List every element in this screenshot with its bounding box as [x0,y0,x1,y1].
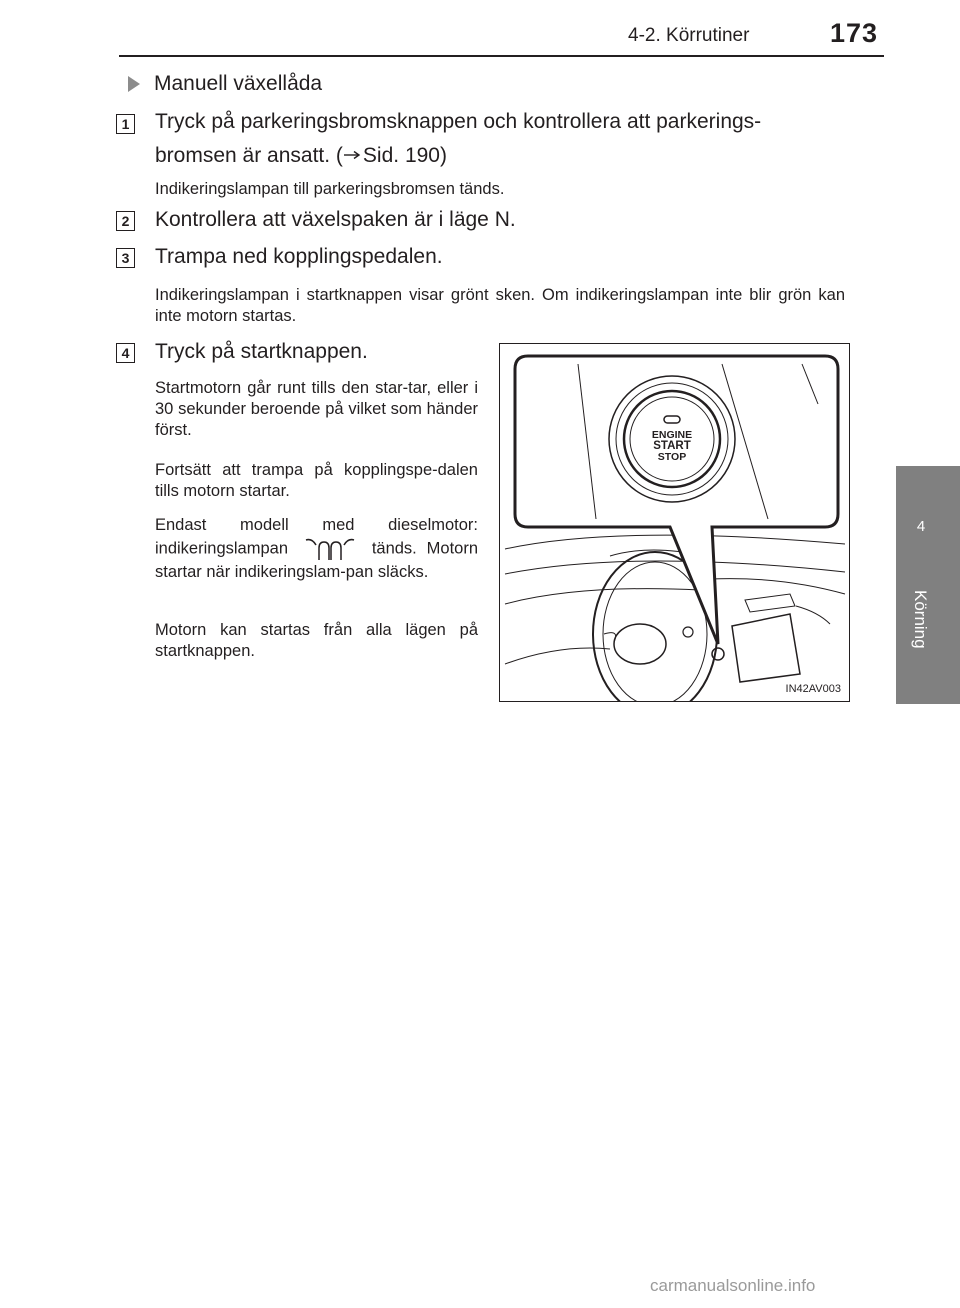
header-section-title: 4-2. Körrutiner [628,25,750,46]
chapter-tab-label [895,590,945,670]
dashboard-drawing [500,344,850,702]
step-4-note-3 [155,515,478,583]
watermark: carmanualsonline.info [650,1276,816,1295]
step-2-text: Kontrollera att växelspaken är i läge N. [155,208,516,231]
step-4-note-4: Motorn kan startas från alla lägen på startknappen. [155,621,478,660]
button-label-engine: ENGINE [651,429,693,441]
step-3-text: Trampa ned kopplingspedalen. [155,245,443,268]
step-1-line-2 [155,139,845,173]
step-number-1: 1 [116,114,135,134]
step-1-text [155,105,845,173]
page-number: 173 [830,18,879,48]
step-number-3: 3 [116,248,135,268]
step-number-2: 2 [116,211,135,231]
button-label-start: START [653,440,691,452]
section-heading-text: Manuell växellåda [154,72,323,95]
page-reference-link[interactable]: Sid. 190) [362,144,447,167]
step-3-note: Indikeringslampan i startknappen visar grönt sken. Om indikeringslampan inte blir grön kan inte motorn startas. [155,286,845,325]
engine-start-button-label [647,430,697,463]
glow-plug-indicator-icon [302,536,358,562]
reference-arrow-icon [343,150,361,160]
step-1-note: Indikeringslampan till parkeringsbromsen tänds. [155,180,505,198]
header-rule [119,55,884,57]
step-4-note-1: Startmotorn går runt tills den star-tar, eller i 30 sekunder beroende på vilket som händer först. [155,379,478,439]
chapter-tab-label-text: Körning [911,590,930,649]
diesel-note-after: tänds. Motorn startar när indikeringslam-pan släcks. [155,539,479,581]
step-1-line-1: Tryck på parkeringsbromsknappen och kontrollera att parkerings- [155,110,762,133]
button-label-stop: STOP [657,451,687,463]
step-number-4: 4 [116,343,135,363]
engine-start-illustration [499,343,850,702]
chapter-tab-number: 4 [916,518,926,535]
triangle-bullet-icon [128,76,140,92]
figure-code: IN42AV003 [785,683,841,695]
step-1-line-2-prefix: bromsen är ansatt. ( [155,144,343,167]
step-4-text: Tryck på startknappen. [155,340,368,363]
diesel-note-before: Endast modell med dieselmotor: indikeringslampan [155,516,478,558]
section-heading [128,72,322,96]
step-4-note-2: Fortsätt att trampa på kopplingspe-dalen tills motorn startar. [155,461,478,500]
